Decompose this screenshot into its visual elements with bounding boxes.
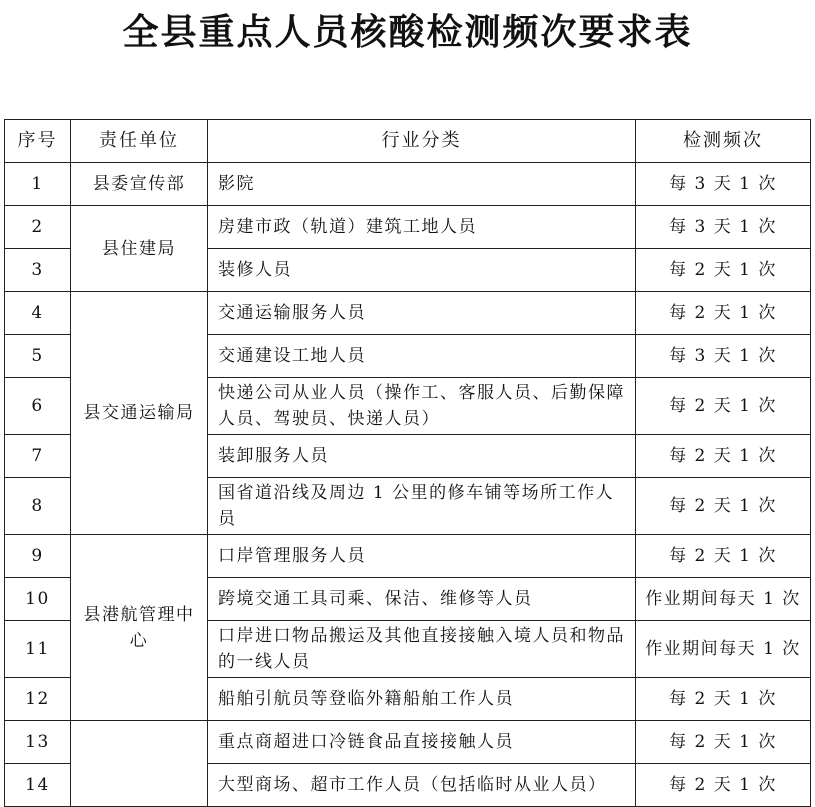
unit-cell: 县住建局 [71, 206, 208, 292]
row-category: 交通运输服务人员 [208, 292, 636, 335]
row-seq: 14 [5, 764, 71, 807]
row-category: 装修人员 [208, 249, 636, 292]
row-frequency: 每 2 天 1 次 [636, 292, 811, 335]
row-category: 快递公司从业人员（操作工、客服人员、后勤保障人员、驾驶员、快递人员） [208, 378, 636, 435]
row-frequency: 作业期间每天 1 次 [636, 621, 811, 678]
unit-cell: 县交通运输局 [71, 292, 208, 535]
page-title: 全县重点人员核酸检测频次要求表 [122, 12, 693, 53]
row-category: 大型商场、超市工作人员（包括临时从业人员） [208, 764, 636, 807]
table-header-row [5, 120, 811, 163]
row-seq: 3 [5, 249, 71, 292]
row-seq: 6 [5, 378, 71, 435]
row-category: 跨境交通工具司乘、保洁、维修等人员 [208, 578, 636, 621]
unit-cell: 县委宣传部 [71, 163, 208, 206]
row-seq: 11 [5, 621, 71, 678]
row-category: 口岸进口物品搬运及其他直接接触入境人员和物品的一线人员 [208, 621, 636, 678]
row-category: 交通建设工地人员 [208, 335, 636, 378]
header-unit: 责任单位 [71, 120, 208, 163]
frequency-table [4, 119, 811, 807]
unit-cell: 县港航管理中心 [71, 535, 208, 721]
row-category: 口岸管理服务人员 [208, 535, 636, 578]
table-row [5, 292, 811, 335]
table-row [5, 535, 811, 578]
table-row [5, 721, 811, 764]
row-frequency: 每 2 天 1 次 [636, 535, 811, 578]
table-row [5, 206, 811, 249]
row-seq: 10 [5, 578, 71, 621]
row-frequency: 每 3 天 1 次 [636, 206, 811, 249]
row-seq: 9 [5, 535, 71, 578]
row-frequency: 每 2 天 1 次 [636, 249, 811, 292]
row-category: 船舶引航员等登临外籍船舶工作人员 [208, 678, 636, 721]
row-seq: 1 [5, 163, 71, 206]
row-seq: 12 [5, 678, 71, 721]
header-seq: 序号 [5, 120, 71, 163]
row-seq: 2 [5, 206, 71, 249]
row-seq: 4 [5, 292, 71, 335]
unit-cell-empty [71, 721, 208, 807]
row-frequency: 每 2 天 1 次 [636, 764, 811, 807]
row-frequency: 作业期间每天 1 次 [636, 578, 811, 621]
row-frequency: 每 3 天 1 次 [636, 163, 811, 206]
row-frequency: 每 2 天 1 次 [636, 678, 811, 721]
table-row [5, 163, 811, 206]
row-seq: 7 [5, 435, 71, 478]
row-category: 影院 [208, 163, 636, 206]
row-frequency: 每 3 天 1 次 [636, 335, 811, 378]
row-seq: 13 [5, 721, 71, 764]
header-frequency: 检测频次 [636, 120, 811, 163]
row-frequency: 每 2 天 1 次 [636, 478, 811, 535]
row-seq: 8 [5, 478, 71, 535]
row-category: 国省道沿线及周边 1 公里的修车铺等场所工作人员 [208, 478, 636, 535]
row-seq: 5 [5, 335, 71, 378]
row-frequency: 每 2 天 1 次 [636, 435, 811, 478]
row-frequency: 每 2 天 1 次 [636, 378, 811, 435]
row-category: 装卸服务人员 [208, 435, 636, 478]
row-category: 重点商超进口冷链食品直接接触人员 [208, 721, 636, 764]
row-category: 房建市政（轨道）建筑工地人员 [208, 206, 636, 249]
row-frequency: 每 2 天 1 次 [636, 721, 811, 764]
header-category: 行业分类 [208, 120, 636, 163]
